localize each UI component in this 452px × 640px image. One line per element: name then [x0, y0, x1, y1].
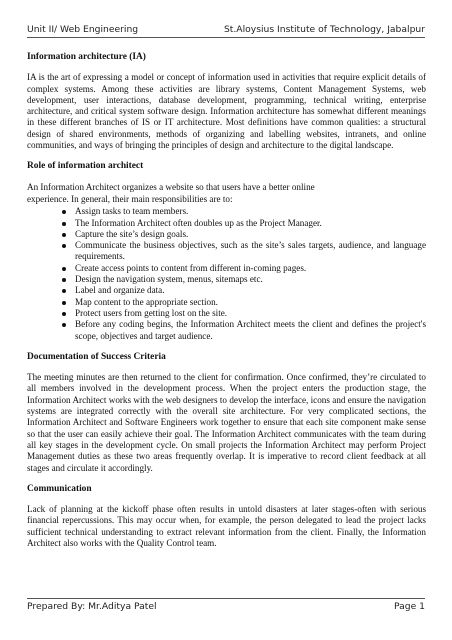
page-number: Page 1 — [393, 601, 425, 612]
section-title-ia: Information architecture (IA) — [27, 52, 146, 62]
list-item: Capture the site’s design goals. — [75, 229, 426, 240]
list-item: The Information Architect often doubles up as the Project Manager. — [75, 218, 426, 229]
section-paragraph-success: The meeting minutes are then returned to the client for confirmation. Once confirmed, they’re circulated to all members involved in the development process. When the project enters the production stage, the Information Architect works with the web designers to develop the interface, icons and ensure the navigation systems are integrated correctly with the overall site architecture. For very complicated sections, the Information Architect and Software Engineers work together to ensure that each site component make sense so that the user can easily achieve their goal. The Information Architect communicates with the team during all key stages in the development cycle. On small projects the Information Architect may perform Project Management duties as these two areas frequently overlap. It is imperative to record client feedback at all stages and circulate it accordingly. — [27, 372, 426, 473]
responsibilities-list — [27, 206, 426, 342]
section-title-role: Role of information architect — [27, 161, 144, 172]
list-item: Protect users from getting lost on the site. — [75, 308, 426, 319]
role-intro-line-2: experience. In general, their main responsibilities are to: — [27, 193, 233, 204]
section-paragraph-ia: IA is the art of expressing a model or concept of information used in activities that require explicit details of complex systems. Among these activities are library systems, Content Management Systems, web development, user interactions, database development, programming, technical writing, enterprise architecture, and critical system software design. Information architecture has somewhat different meanings in these different branches of IS or IT architecture. Most definitions have common qualities: a structural design of shared environments, methods of organizing and labelling websites, intranets, and online communities, and ways of bringing the principles of design and architecture to the digital landscape. — [27, 72, 426, 151]
page-header — [27, 24, 425, 38]
page-footer — [27, 598, 425, 612]
list-item: Map content to the appropriate section. — [75, 297, 426, 308]
role-intro-line-1: An Information Architect organizes a website so that users have a better online — [27, 181, 315, 192]
list-item: Design the navigation system, menus, sitemaps etc. — [75, 274, 426, 285]
section-paragraph-communication: Lack of planning at the kickoff phase often results in untold disasters at later stages-often with serious financial repercussions. This may occur when, for example, the person delegated to lead the project lacks sufficient technical understanding to extract relevant information from the client. Finally, the Information Architect also works with the Quality Control team. — [27, 504, 426, 548]
header-course: Unit II/ Web Engineering — [27, 24, 139, 35]
list-item: Assign tasks to team members. — [75, 206, 426, 217]
section-title-success: Documentation of Success Criteria — [27, 351, 166, 362]
list-item: Create access points to content from different in-coming pages. — [75, 263, 426, 274]
page-content — [27, 52, 426, 559]
list-item: Communicate the business objectives, such as the site’s sales targets, audience, and language requirements. — [75, 240, 426, 262]
section-title-communication: Communication — [27, 483, 92, 494]
list-item: Before any coding begins, the Information Architect meets the client and defines the project's scope, objectives and target audience. — [75, 319, 426, 341]
header-institute: St.Aloysius Institute of Technology, Jabalpur — [223, 24, 425, 35]
footer-author: Prepared By: Mr.Aditya Patel — [27, 601, 157, 612]
list-item: Label and organize data. — [75, 285, 426, 296]
